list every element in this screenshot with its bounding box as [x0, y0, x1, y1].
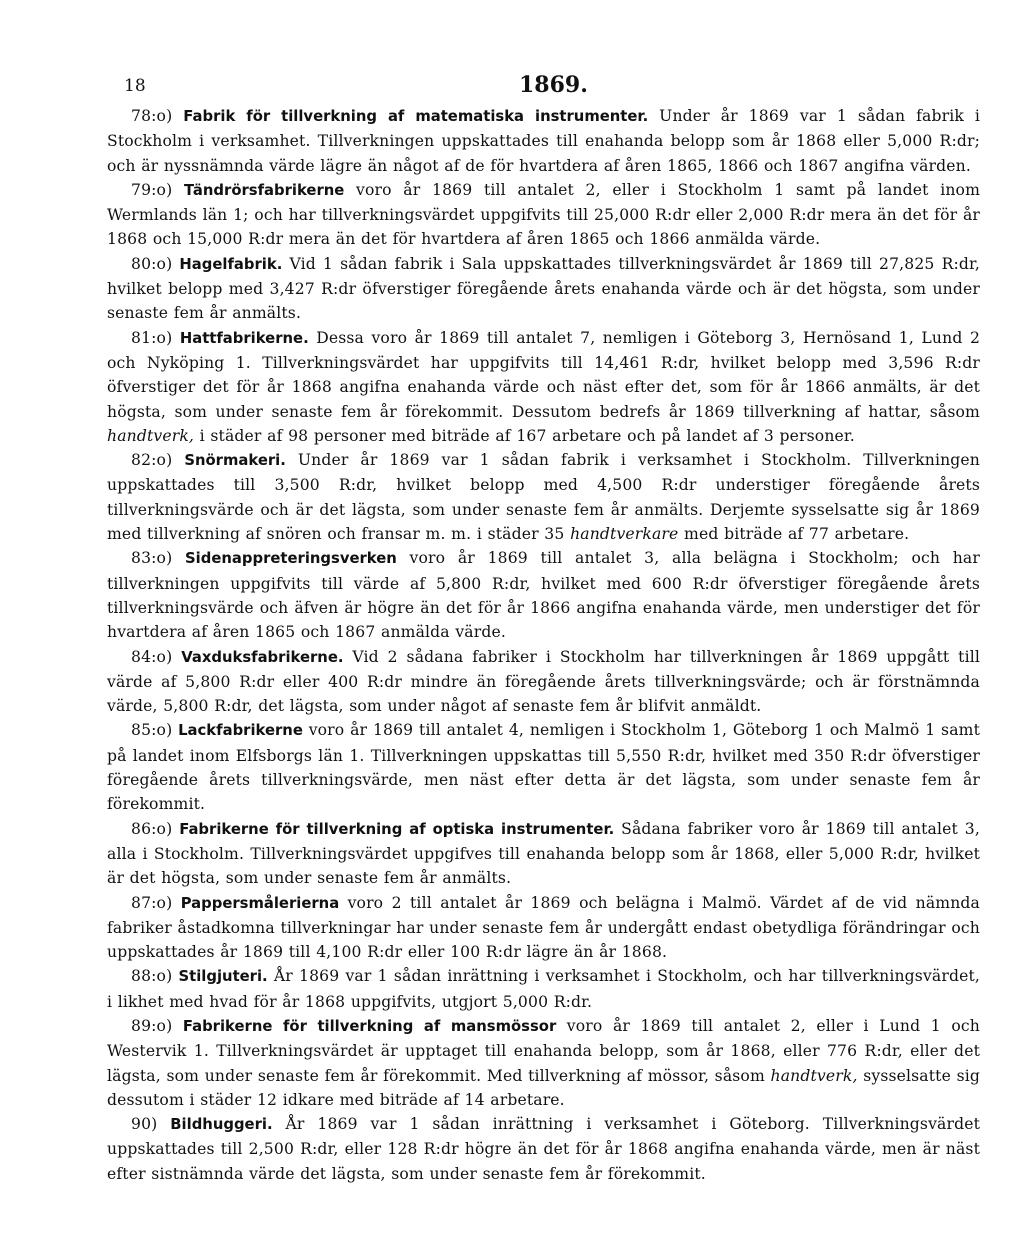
- section-88: [107, 964, 980, 1014]
- section-title: Fabrikerne för tillverkning af mansmössor: [182, 1017, 557, 1035]
- section-number: 84:o): [131, 647, 173, 666]
- section-number: 79:o): [131, 180, 173, 199]
- section-82: [107, 448, 980, 546]
- section-number: 82:o): [131, 451, 173, 470]
- section-text: Under år 1869 var 1 sådan fabrik i verksamhet i Stockholm. Tillverkningen uppskattades till 3,500 R:dr, hvilket belopp med 4,500 R:dr understiger föregående årets tillverkningsvärde och är det lägsta, som under senaste fem år anmälts. Derjemte sysselsatte sig år 1869 med tillverkning af snören och fransar m. m. i städer 35: [107, 451, 981, 544]
- section-title: Fabrik för tillverkning af matematiska instrumenter.: [183, 108, 649, 125]
- section-text: voro år 1869 till antalet 2, eller i Lund 1 och Westervik 1. Tillverkningsvärdet är upptaget till enahanda belopp, som år 1868, eller 776 R:dr, eller det lägsta, som under senaste fem år förekommit. Med tillverkning af mössor, såsom: [107, 1016, 980, 1085]
- section-title: Vaxduksfabrikerne.: [181, 648, 344, 666]
- section-number: 87:o): [131, 893, 173, 912]
- year-heading: 1869.: [519, 72, 588, 98]
- section-title: Lackfabrikerne: [178, 722, 303, 740]
- section-83: [107, 546, 980, 644]
- section-90: [107, 1112, 980, 1186]
- section-number: 88:o): [131, 967, 173, 986]
- section-title: Stilgjuteri.: [178, 968, 268, 986]
- section-number: 83:o): [131, 549, 173, 568]
- section-text: voro år 1869 till antalet 3, alla belägna i Stockholm; och har tillverkningen uppgifvits till värde af 5,800 R:dr, hvilket med 600 R:dr öfverstiger föregående årets tillverkningsvärde och äfven är högre än det för år 1866 angifna enahanda värde, men understiger det för hvartdera af åren 1865 och 1867 anmälda värde.: [107, 549, 980, 642]
- section-italic-term: handtverk,: [770, 1066, 858, 1085]
- section-number: 86:o): [131, 819, 173, 838]
- section-text-continued: sysselsatte sig dessutom i städer 12 idkare med biträde af 14 arbetare.: [107, 1066, 980, 1109]
- section-text: Under år 1869 var 1 sådan fabrik i Stockholm i verksamhet. Tillverkningen uppskattades till enahanda belopp som år 1868 eller 5,000 R:dr; och är nyssnämnda värde lägre än något af de för hvartdera af åren 1865, 1866 och 1867 angifna värden.: [107, 107, 981, 175]
- section-title: Hagelfabrik.: [179, 255, 283, 273]
- section-number: 90): [131, 1115, 158, 1134]
- section-text: År 1869 var 1 sådan inrättning i verksamhet i Göteborg. Tillverkningsvärdet uppskattades till 2,500 R:dr, eller 128 R:dr högre än det för år 1868 angifna enahanda värde, men är näst efter sistnämnda värde det lägsta, som under senaste fem år förekommit.: [107, 1115, 981, 1183]
- section-italic-term: handtverkare: [570, 525, 679, 544]
- section-title: Sidenappreteringsverken: [185, 550, 397, 568]
- section-title: Hattfabrikerne.: [179, 329, 309, 347]
- section-text: voro år 1869 till antalet 2, eller i Stockholm 1 samt på landet inom Wermlands län 1; och har tillverkningsvärdet uppgifvits till 25,000 R:dr eller 2,000 R:dr mera än det för år 1868 och 15,000 R:dr mera än det för hvartdera af åren 1865 och 1866 anmälda värde.: [107, 180, 981, 249]
- section-text: Vid 1 sådan fabrik i Sala uppskattades tillverkningsvärdet år 1869 till 27,825 R:dr, hvilket belopp med 3,427 R:dr öfverstiger föregående årets enahanda värde och är det högsta, som under senaste fem år anmälts.: [107, 254, 980, 323]
- section-title: Pappersmålerierna: [180, 894, 340, 912]
- section-number: 85:o): [131, 721, 173, 740]
- section-number: 80:o): [131, 254, 173, 273]
- section-text: Vid 2 sådana fabriker i Stockholm har tillverkningen år 1869 uppgått till värde af 5,800 R:dr eller 400 R:dr mindre än föregående årets tillverkningsvärde; och är förstnämnda värde, 5,800 R:dr, det lägsta, som under något af senaste fem år blifvit anmäldt.: [107, 647, 980, 716]
- section-78: [107, 104, 980, 178]
- section-86: [107, 817, 980, 891]
- section-80: [107, 252, 980, 326]
- section-85: [107, 718, 980, 816]
- section-text: voro år 1869 till antalet 4, nemligen i Stockholm 1, Göteborg 1 och Malmö 1 samt på landet inom Elfsborgs län 1. Tillverkningen uppskattas till 5,550 R:dr, hvilket med 350 R:dr öfverstiger föregående årets tillverkningsvärde, men näst efter detta är det lägsta, som under senaste fem år förekommit.: [107, 721, 981, 814]
- section-text: År 1869 var 1 sådan inrättning i verksamhet i Stockholm, och har tillverkningsvärdet, i likhet med hvad för år 1868 uppgifvits, utgjort 5,000 R:dr.: [107, 967, 981, 1011]
- section-84: [107, 645, 980, 719]
- section-87: [107, 891, 980, 965]
- section-text: Sådana fabriker voro år 1869 till antalet 3, alla i Stockholm. Tillverkningsvärdet uppgifves till enahanda belopp som år 1868, eller 5,000 R:dr, hvilket är det högsta, som under senaste fem år anmälts.: [107, 819, 980, 888]
- section-title: Bildhuggeri.: [170, 1116, 273, 1134]
- section-number: 89:o): [131, 1016, 173, 1035]
- section-text: Dessa voro år 1869 till antalet 7, nemligen i Göteborg 3, Hernösand 1, Lund 2 och Nyköping 1. Tillverkningsvärdet har uppgifvits till 14,461 R:dr, hvilket belopp med 3,596 R:dr öfverstiger det för år 1868 angifna enahanda värde och näst efter det, som för år 1866 anmälts, är det högsta, som under senaste fem år förekommit. Dessutom bedrefs år 1869 tillverkning af hattar, såsom: [107, 328, 981, 421]
- section-italic-term: handtverk,: [107, 426, 195, 445]
- section-text: voro 2 till antalet år 1869 och belägna i Malmö. Värdet af de vid nämnda fabriker åstadkomna tillverkningar har under senaste fem år undergått endast obetydliga förändringar och uppskattades år 1869 till 4,100 R:dr eller 100 R:dr lägre än år 1868.: [107, 893, 981, 962]
- section-text-continued: med biträde af 77 arbetare.: [684, 525, 910, 544]
- section-number: 78:o): [131, 107, 173, 125]
- section-title: Fabrikerne för tillverkning af optiska instrumenter.: [179, 820, 615, 838]
- page-number: 18: [124, 76, 146, 96]
- section-89: [107, 1014, 980, 1112]
- section-79: [107, 178, 980, 252]
- section-81: [107, 326, 980, 448]
- section-number: 81:o): [131, 328, 173, 347]
- section-title: Snörmakeri.: [184, 452, 286, 470]
- document-page: [107, 72, 980, 1186]
- section-text-continued: i städer af 98 personer med biträde af 167 arbetare och på landet af 3 personer.: [199, 426, 855, 445]
- section-title: Tändrörsfabrikerne: [184, 181, 345, 199]
- page-header: [107, 72, 980, 102]
